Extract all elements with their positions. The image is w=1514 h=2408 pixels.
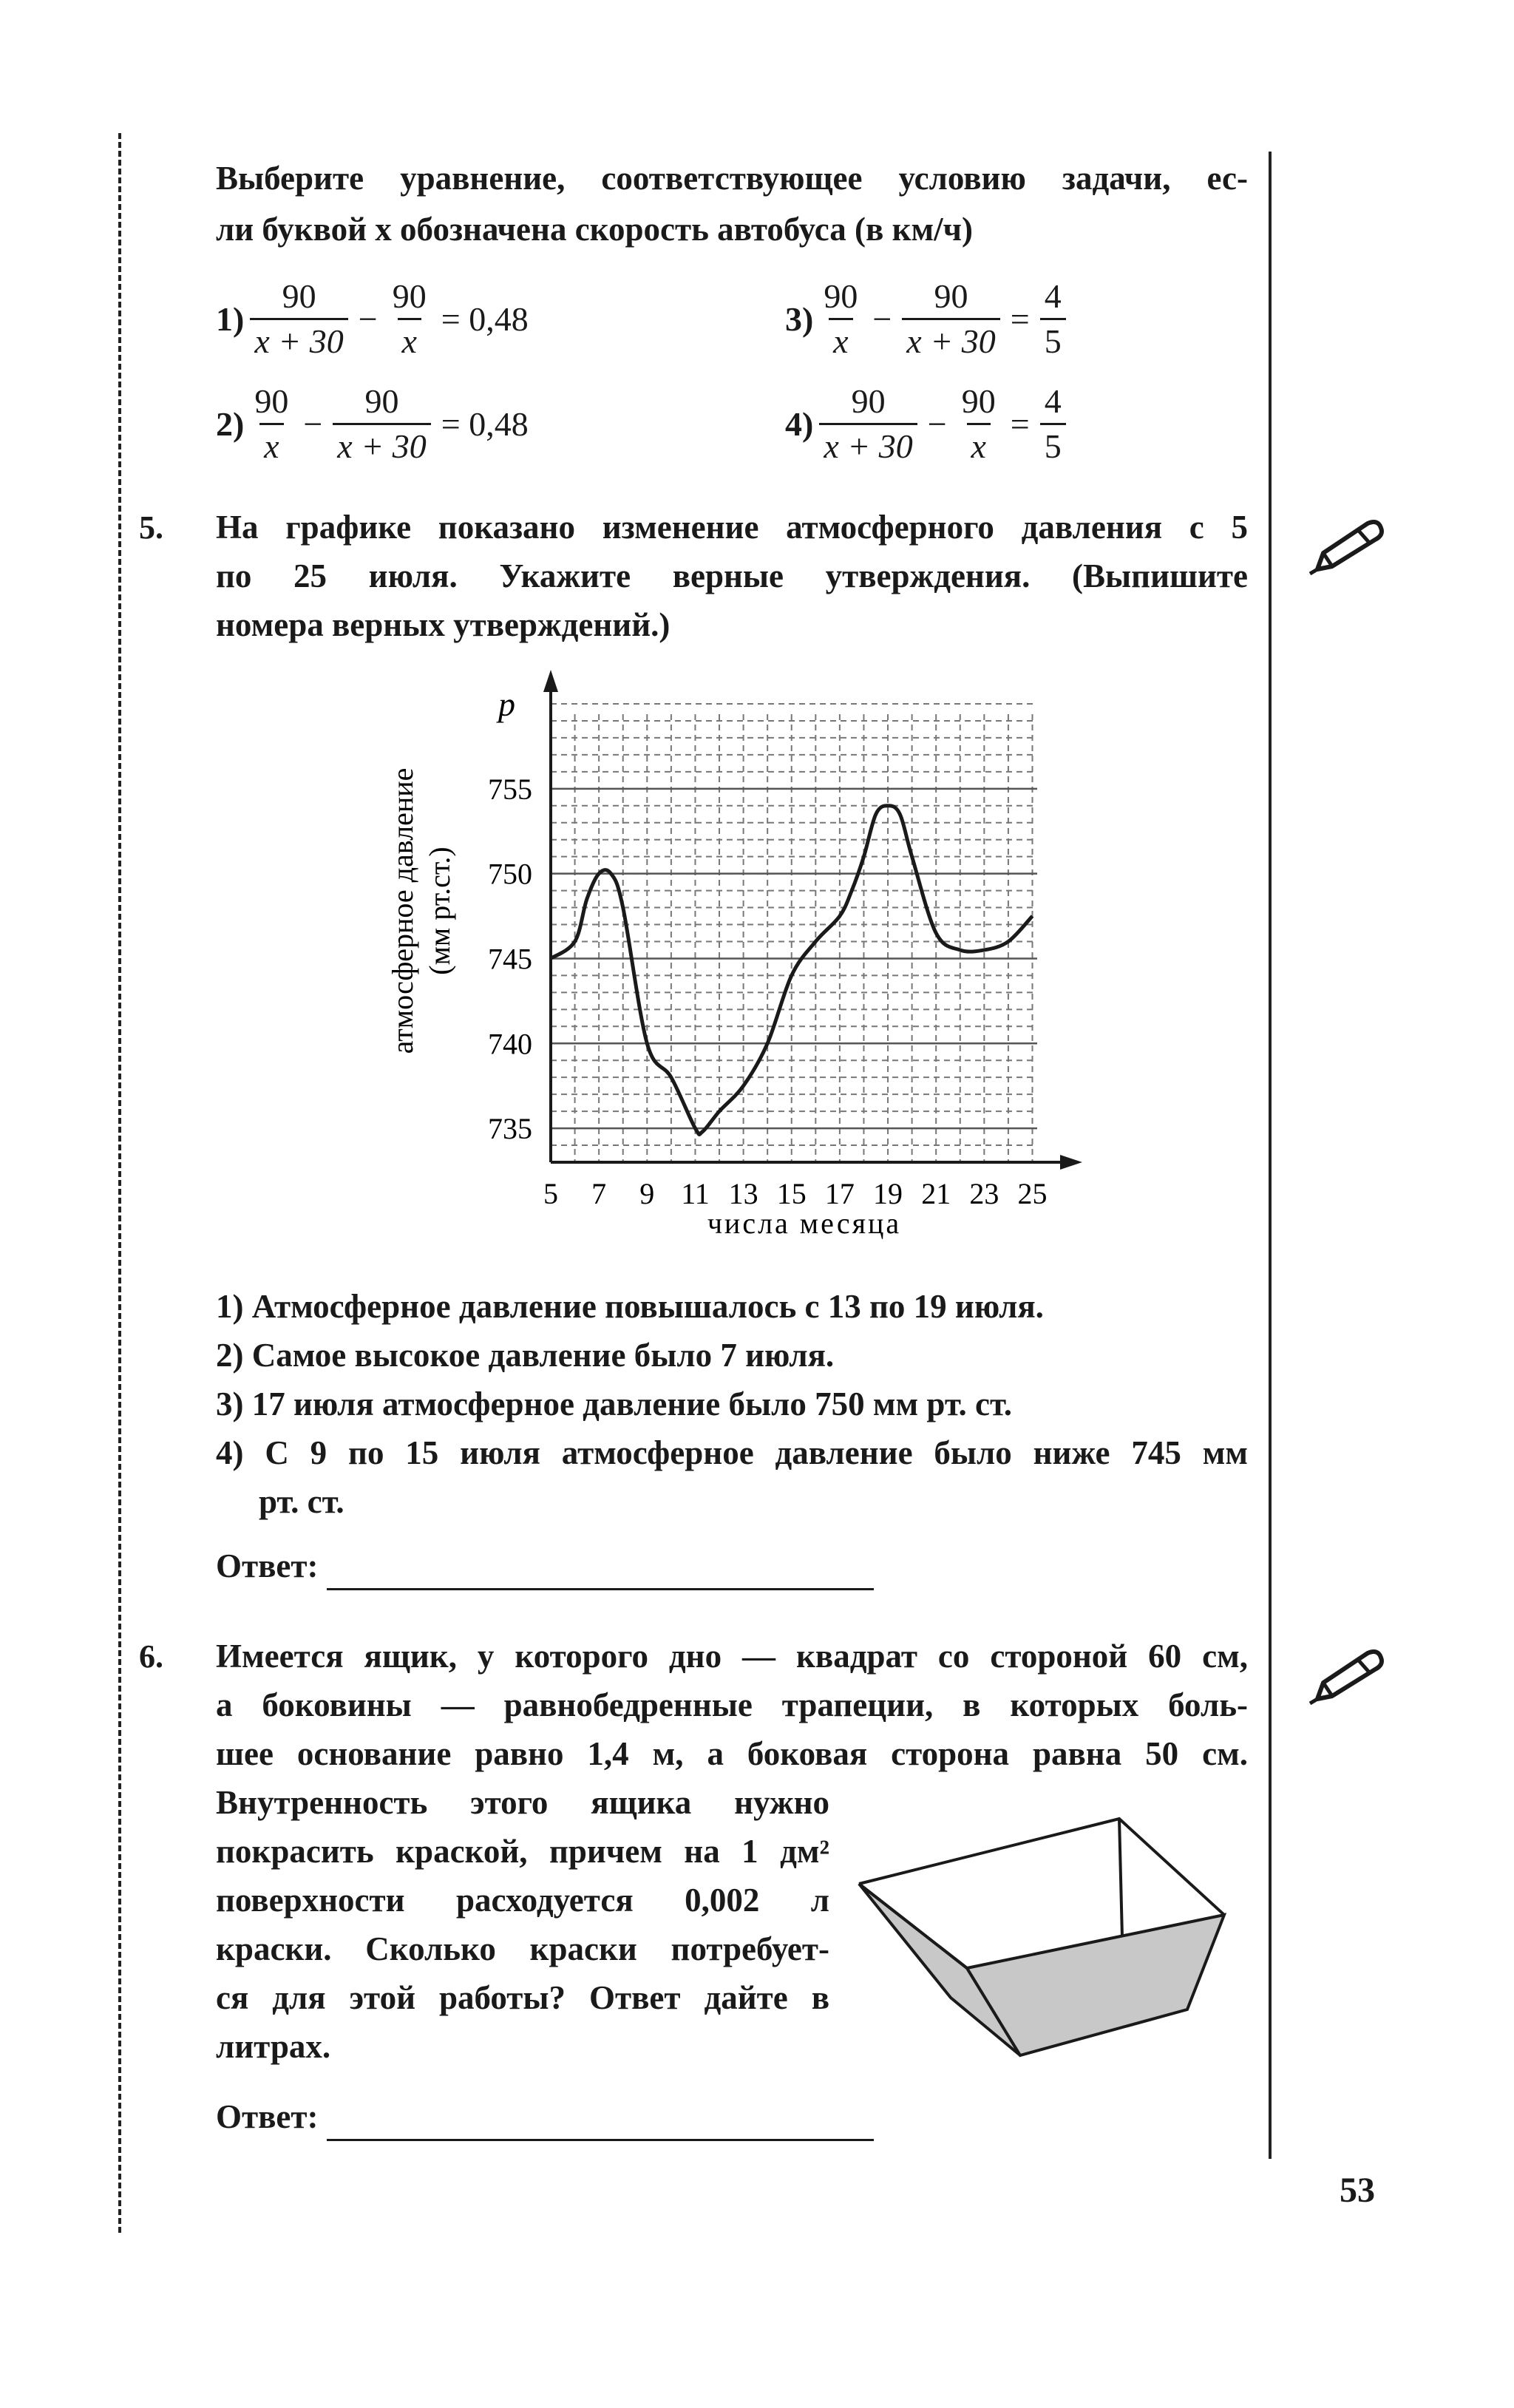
- page-number: 53: [1340, 2171, 1375, 2210]
- y-tick-label: 755: [488, 772, 532, 806]
- pencil-icon: [1307, 1647, 1388, 1706]
- y-tick-label: 750: [488, 857, 532, 891]
- chart-grid: [551, 704, 1037, 1162]
- x-tick-label: 23: [969, 1177, 999, 1210]
- option-4: 4) $\frac{90}{x + 30}$ − $\frac{90}{x}$ = $\frac{4}{5}$: [785, 380, 1072, 468]
- task-6-line-5: покрасить краской, причем на 1 дм²: [216, 1833, 829, 1870]
- statement-3: 3) 17 июля атмосферное давление было 750 мм рт. ст.: [216, 1386, 1012, 1422]
- intro-line-2: ли буквой x обозначена скорость автобуса (в км/ч): [216, 211, 974, 248]
- box-rim-back: [859, 1819, 1224, 1915]
- intro-line-1: Выберите уравнение, соответствующее условию задачи, ес-: [216, 160, 1248, 197]
- x-tick-label: 13: [728, 1177, 758, 1210]
- chart-y-label-1: атмосферное давление: [386, 767, 419, 1054]
- box-illustration: [850, 1797, 1235, 2078]
- x-tick-label: 9: [639, 1177, 655, 1210]
- task-6-line-4: Внутренность этого ящика нужно: [216, 1784, 829, 1821]
- x-tick-label: 17: [824, 1177, 855, 1210]
- task-5-line-3: номера верных утверждений.): [216, 606, 671, 643]
- x-tick-label: 25: [1017, 1177, 1048, 1210]
- x-tick-label: 7: [591, 1177, 607, 1210]
- task-5-number: 5.: [139, 509, 163, 546]
- x-tick-label: 15: [776, 1177, 807, 1210]
- x-axis-arrow: [1060, 1155, 1082, 1170]
- option-2: 2) $\frac{90}{x}$ − $\frac{90}{x + 30}$ = 0,48: [216, 380, 533, 468]
- answer-row-5: [216, 1542, 874, 1590]
- chart-y-label-2: (мм рт.ст.): [423, 847, 456, 975]
- option-3: 3) $\frac{90}{x}$ − $\frac{90}{x + 30}$ = $\frac{4}{5}$: [785, 275, 1072, 363]
- pressure-line: [551, 806, 1032, 1135]
- x-tick-label: 11: [681, 1177, 710, 1210]
- answer-label: Ответ:: [216, 1547, 319, 1584]
- chart-series: [551, 806, 1032, 1135]
- answer-label: Ответ:: [216, 2098, 319, 2135]
- task-6-line-2: а боковины — равнобедренные трапеции, в которых боль-: [216, 1686, 1248, 1723]
- statement-1: 1) Атмосферное давление повышалось с 13 по 19 июля.: [216, 1288, 1044, 1325]
- chart-y-symbol: p: [498, 685, 515, 723]
- answer-field-6[interactable]: [327, 2103, 874, 2141]
- statement-4-cont: рт. ст.: [259, 1483, 344, 1520]
- y-tick-label: 745: [488, 942, 532, 976]
- task-6-line-7: краски. Сколько краски потребует-: [216, 1930, 829, 1967]
- chart-x-label: числа месяца: [707, 1207, 902, 1240]
- option-1: 1) $\frac{90}{x + 30}$ − $\frac{90}{x}$ = 0,48: [216, 275, 533, 363]
- x-tick-label: 5: [543, 1177, 558, 1210]
- box-rim-left: [859, 1884, 967, 1968]
- statement-4: 4) С 9 по 15 июля атмосферное давление было ниже 745 мм: [216, 1434, 1248, 1471]
- y-tick-label: 735: [488, 1112, 532, 1146]
- y-axis-arrow: [543, 670, 558, 692]
- box-back-edge: [1119, 1819, 1122, 1937]
- task-6-line-8: ся для этой работы? Ответ дайте в: [216, 1979, 829, 2016]
- x-tick-label: 19: [873, 1177, 903, 1210]
- statement-2: 2) Самое высокое давление было 7 июля.: [216, 1337, 835, 1374]
- task-6-line-6: поверхности расходуется 0,002 л: [216, 1882, 829, 1919]
- answer-row-6: [216, 2092, 874, 2141]
- task-5-line-1: На графике показано изменение атмосферного давления с 5: [216, 509, 1248, 546]
- task-6-line-3: шее основание равно 1,4 м, а боковая сторона равна 50 см.: [216, 1735, 1248, 1772]
- task-6-line-1: Имеется ящик, у которого дно — квадрат со стороной 60 см,: [216, 1638, 1248, 1675]
- task-6-line-9: литрах.: [216, 2028, 331, 2065]
- x-tick-label: 21: [921, 1177, 951, 1210]
- task-5-line-2: по 25 июля. Укажите верные утверждения. (Выпишите: [216, 557, 1248, 594]
- y-tick-label: 740: [488, 1027, 532, 1061]
- task-6-number: 6.: [139, 1638, 163, 1675]
- answer-field-5[interactable]: [327, 1553, 874, 1590]
